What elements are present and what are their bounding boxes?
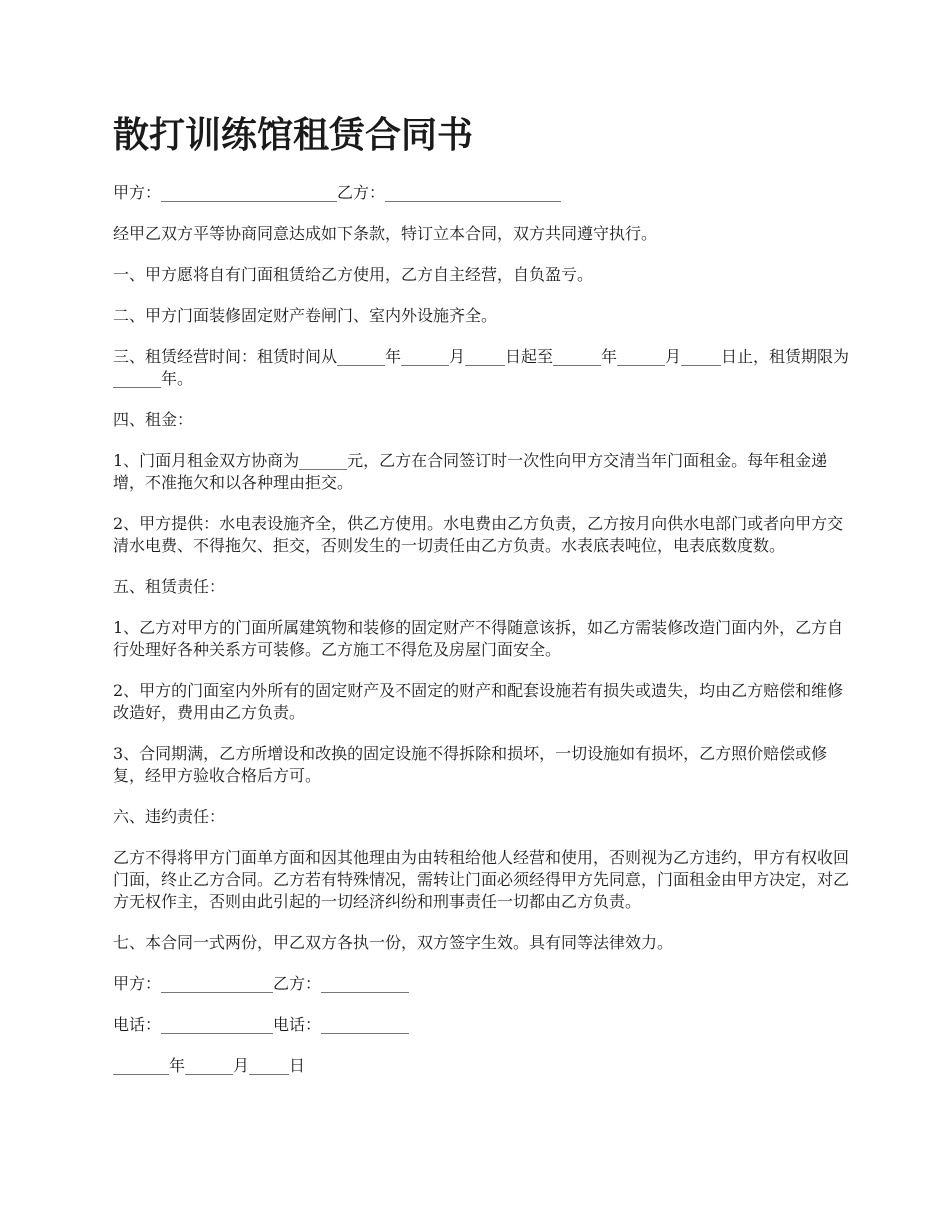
signature-line: 甲方：______________乙方：___________ xyxy=(113,974,410,993)
section-5-heading: 五、租赁责任： xyxy=(113,577,226,596)
clause-3-lease-term: 三、租赁经营时间：租赁时间从______年______月_____日起至______年______月_____日止，租赁期限为______年。 xyxy=(113,347,850,388)
clause-1: 一、甲方愿将自有门面租赁给乙方使用，乙方自主经营，自负盈亏。 xyxy=(113,265,594,284)
section-6-heading: 六、违约责任： xyxy=(113,807,226,826)
party-line: 甲方：______________________乙方：______________________ xyxy=(113,183,562,202)
preamble: 经甲乙双方平等协商同意达成如下条款，特订立本合同，双方共同遵守执行。 xyxy=(113,224,658,243)
clause-6: 乙方不得将甲方门面单方面和因其他理由为由转租给他人经营和使用，否则视为乙方违约，甲方有权收回门面，终止乙方合同。乙方若有特殊情况，需转让门面必须经得甲方先同意，门面租金由甲方决定，对乙方无权作主，否则由此引起的一切经济纠纷和刑事责任一切都由乙方负责。 xyxy=(113,848,850,911)
date-line: _______年______月_____日 xyxy=(113,1056,306,1075)
clause-4-1: 1、门面月租金双方协商为______元，乙方在合同签订时一次性向甲方交清当年门面租金。每年租金递增，不准拖欠和以各种理由拒交。 xyxy=(113,451,828,492)
clause-2: 二、甲方门面装修固定财产卷闸门、室内外设施齐全。 xyxy=(113,306,498,325)
document-page xyxy=(113,112,853,1096)
clause-5-3: 3、合同期满，乙方所增设和改换的固定设施不得拆除和损坏，一切设施如有损坏，乙方照价赔偿或修复，经甲方验收合格后方可。 xyxy=(113,744,828,785)
section-4-heading: 四、租金： xyxy=(113,410,194,429)
clause-7: 七、本合同一式两份，甲乙双方各执一份，双方签字生效。具有同等法律效力。 xyxy=(113,933,674,952)
document-title: 散打训练馆租赁合同书 xyxy=(113,115,474,156)
phone-line: 电话：______________电话：___________ xyxy=(113,1015,410,1034)
clause-5-2: 2、甲方的门面室内外所有的固定财产及不固定的财产和配套设施若有损失或遗失，均由乙方赔偿和维修改造好，费用由乙方负责。 xyxy=(113,681,844,722)
clause-4-2: 2、甲方提供：水电表设施齐全，供乙方使用。水电费由乙方负责，乙方按月向供水电部门或者向甲方交清水电费、不得拖欠、拒交，否则发生的一切责任由乙方负责。水表底表吨位，电表底数度数。 xyxy=(113,514,844,555)
clause-5-1: 1、乙方对甲方的门面所属建筑物和装修的固定财产不得随意该拆，如乙方需装修改造门面内外，乙方自行处理好各种关系方可装修。乙方施工不得危及房屋门面安全。 xyxy=(113,618,844,659)
